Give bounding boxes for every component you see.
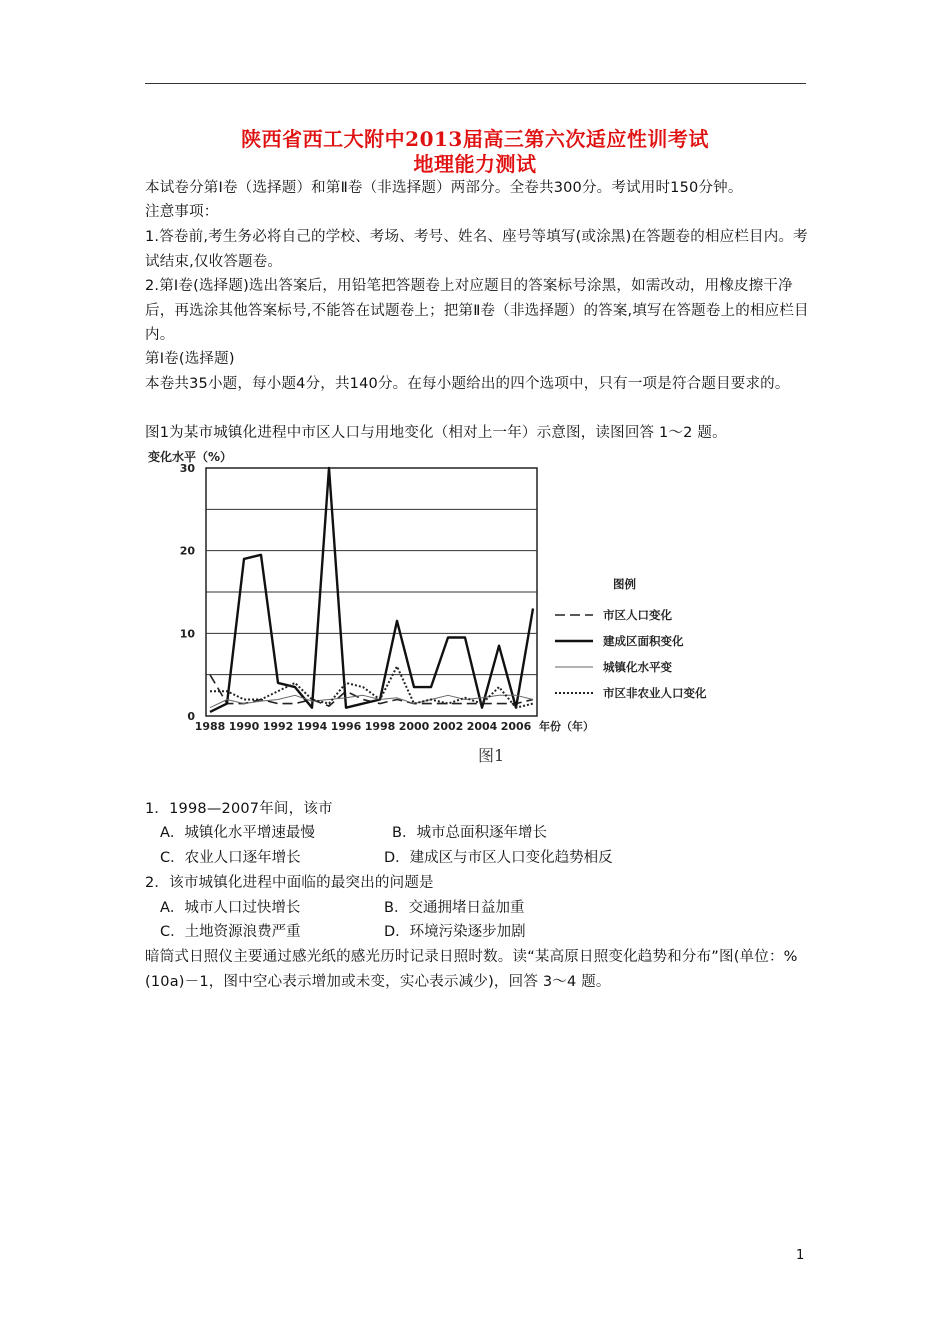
x-tick-label: 2004 bbox=[466, 720, 498, 733]
legend-label: 城镇化水平变 bbox=[603, 660, 672, 674]
section-description: 本卷共35小题，每小题4分，共140分。在每小题给出的四个选项中，只有一项是符合题目要求的。 bbox=[145, 376, 790, 392]
question-1-stem: 1．1998—2007年间，该市 bbox=[145, 801, 333, 817]
q1-option-b[interactable]: B．城市总面积逐年增长 bbox=[392, 825, 547, 841]
header-rule bbox=[145, 83, 806, 84]
y-tick-label: 0 bbox=[187, 710, 195, 723]
figure-1-chart bbox=[143, 445, 763, 775]
exam-title: 陕西省西工大附中2013届高三第六次适应性训考试 bbox=[241, 127, 709, 151]
x-tick-label: 2006 bbox=[500, 720, 532, 733]
x-axis-label: 年份（年） bbox=[539, 720, 594, 733]
x-tick-label: 1988 bbox=[194, 720, 226, 733]
x-tick-label: 2002 bbox=[432, 720, 464, 733]
page-number: 1 bbox=[796, 1248, 805, 1263]
chart-svg bbox=[143, 445, 763, 775]
y-tick-label: 30 bbox=[179, 462, 195, 475]
exam-subtitle: 地理能力测试 bbox=[413, 152, 537, 176]
question-2-stem: 2．该市城镇化进程中面临的最突出的问题是 bbox=[145, 875, 434, 891]
x-tick-label: 1990 bbox=[228, 720, 260, 733]
section-title: 第Ⅰ卷(选择题) bbox=[145, 351, 235, 367]
figure-caption: 图1 bbox=[478, 746, 505, 765]
y-tick-label: 20 bbox=[179, 544, 195, 558]
figure-intro: 图1为某市城镇化进程中市区人口与用地变化（相对上一年）示意图，读图回答 1～2 题。 bbox=[145, 425, 727, 441]
y-tick-label: 10 bbox=[179, 627, 195, 641]
y-axis-label: 变化水平（%） bbox=[148, 450, 233, 464]
legend-label: 建成区面积变化 bbox=[603, 634, 684, 648]
q1-option-a[interactable]: A．城镇化水平增速最慢 bbox=[160, 825, 315, 841]
intro-paragraph: 本试卷分第Ⅰ卷（选择题）和第Ⅱ卷（非选择题）两部分。全卷共300分。考试用时150分钟。 bbox=[145, 180, 743, 196]
q2-option-b[interactable]: B．交通拥堵日益加重 bbox=[384, 900, 525, 916]
x-tick-label: 1998 bbox=[364, 720, 396, 733]
x-tick-label: 2000 bbox=[398, 720, 430, 733]
x-tick-label: 1996 bbox=[330, 720, 362, 733]
notice-title: 注意事项： bbox=[145, 204, 219, 220]
notice-item-1: 1.答卷前,考生务必将自己的学校、考场、考号、姓名、座号等填写(或涂黑)在答题卷的相应栏目内。考试结束,仅收答题卷。 bbox=[145, 229, 808, 270]
q2-option-d[interactable]: D．环境污染逐步加剧 bbox=[384, 924, 526, 940]
series-line-2 bbox=[210, 468, 533, 712]
q1-option-d[interactable]: D．建成区与市区人口变化趋势相反 bbox=[384, 850, 613, 866]
x-tick-label: 1992 bbox=[262, 720, 294, 733]
q2-option-c[interactable]: C．土地资源浪费严重 bbox=[160, 924, 301, 940]
legend-title: 图例 bbox=[613, 577, 636, 591]
x-tick-label: 1994 bbox=[296, 720, 328, 733]
q2-option-a[interactable]: A．城市人口过快增长 bbox=[160, 900, 301, 916]
q1-option-c[interactable]: C．农业人口逐年增长 bbox=[160, 850, 301, 866]
closing-paragraph: 暗筒式日照仪主要通过感光纸的感光历时记录日照时数。读“某高原日照变化趋势和分布”图(单位：%(10a)－1，图中空心表示增加或未变，实心表示减少)，回答 3～4 题。 bbox=[145, 949, 798, 990]
notice-item-2: 2.第Ⅰ卷(选择题)选出答案后，用铅笔把答题卷上对应题目的答案标号涂黑，如需改动，用橡皮擦干净后，再选涂其他答案标号,不能答在试题卷上；把第Ⅱ卷（非选择题）的答案,填写在答题卷上的相应栏目内。 bbox=[145, 278, 809, 343]
legend-label: 市区人口变化 bbox=[603, 608, 672, 622]
legend-label: 市区非农业人口变化 bbox=[603, 686, 707, 700]
